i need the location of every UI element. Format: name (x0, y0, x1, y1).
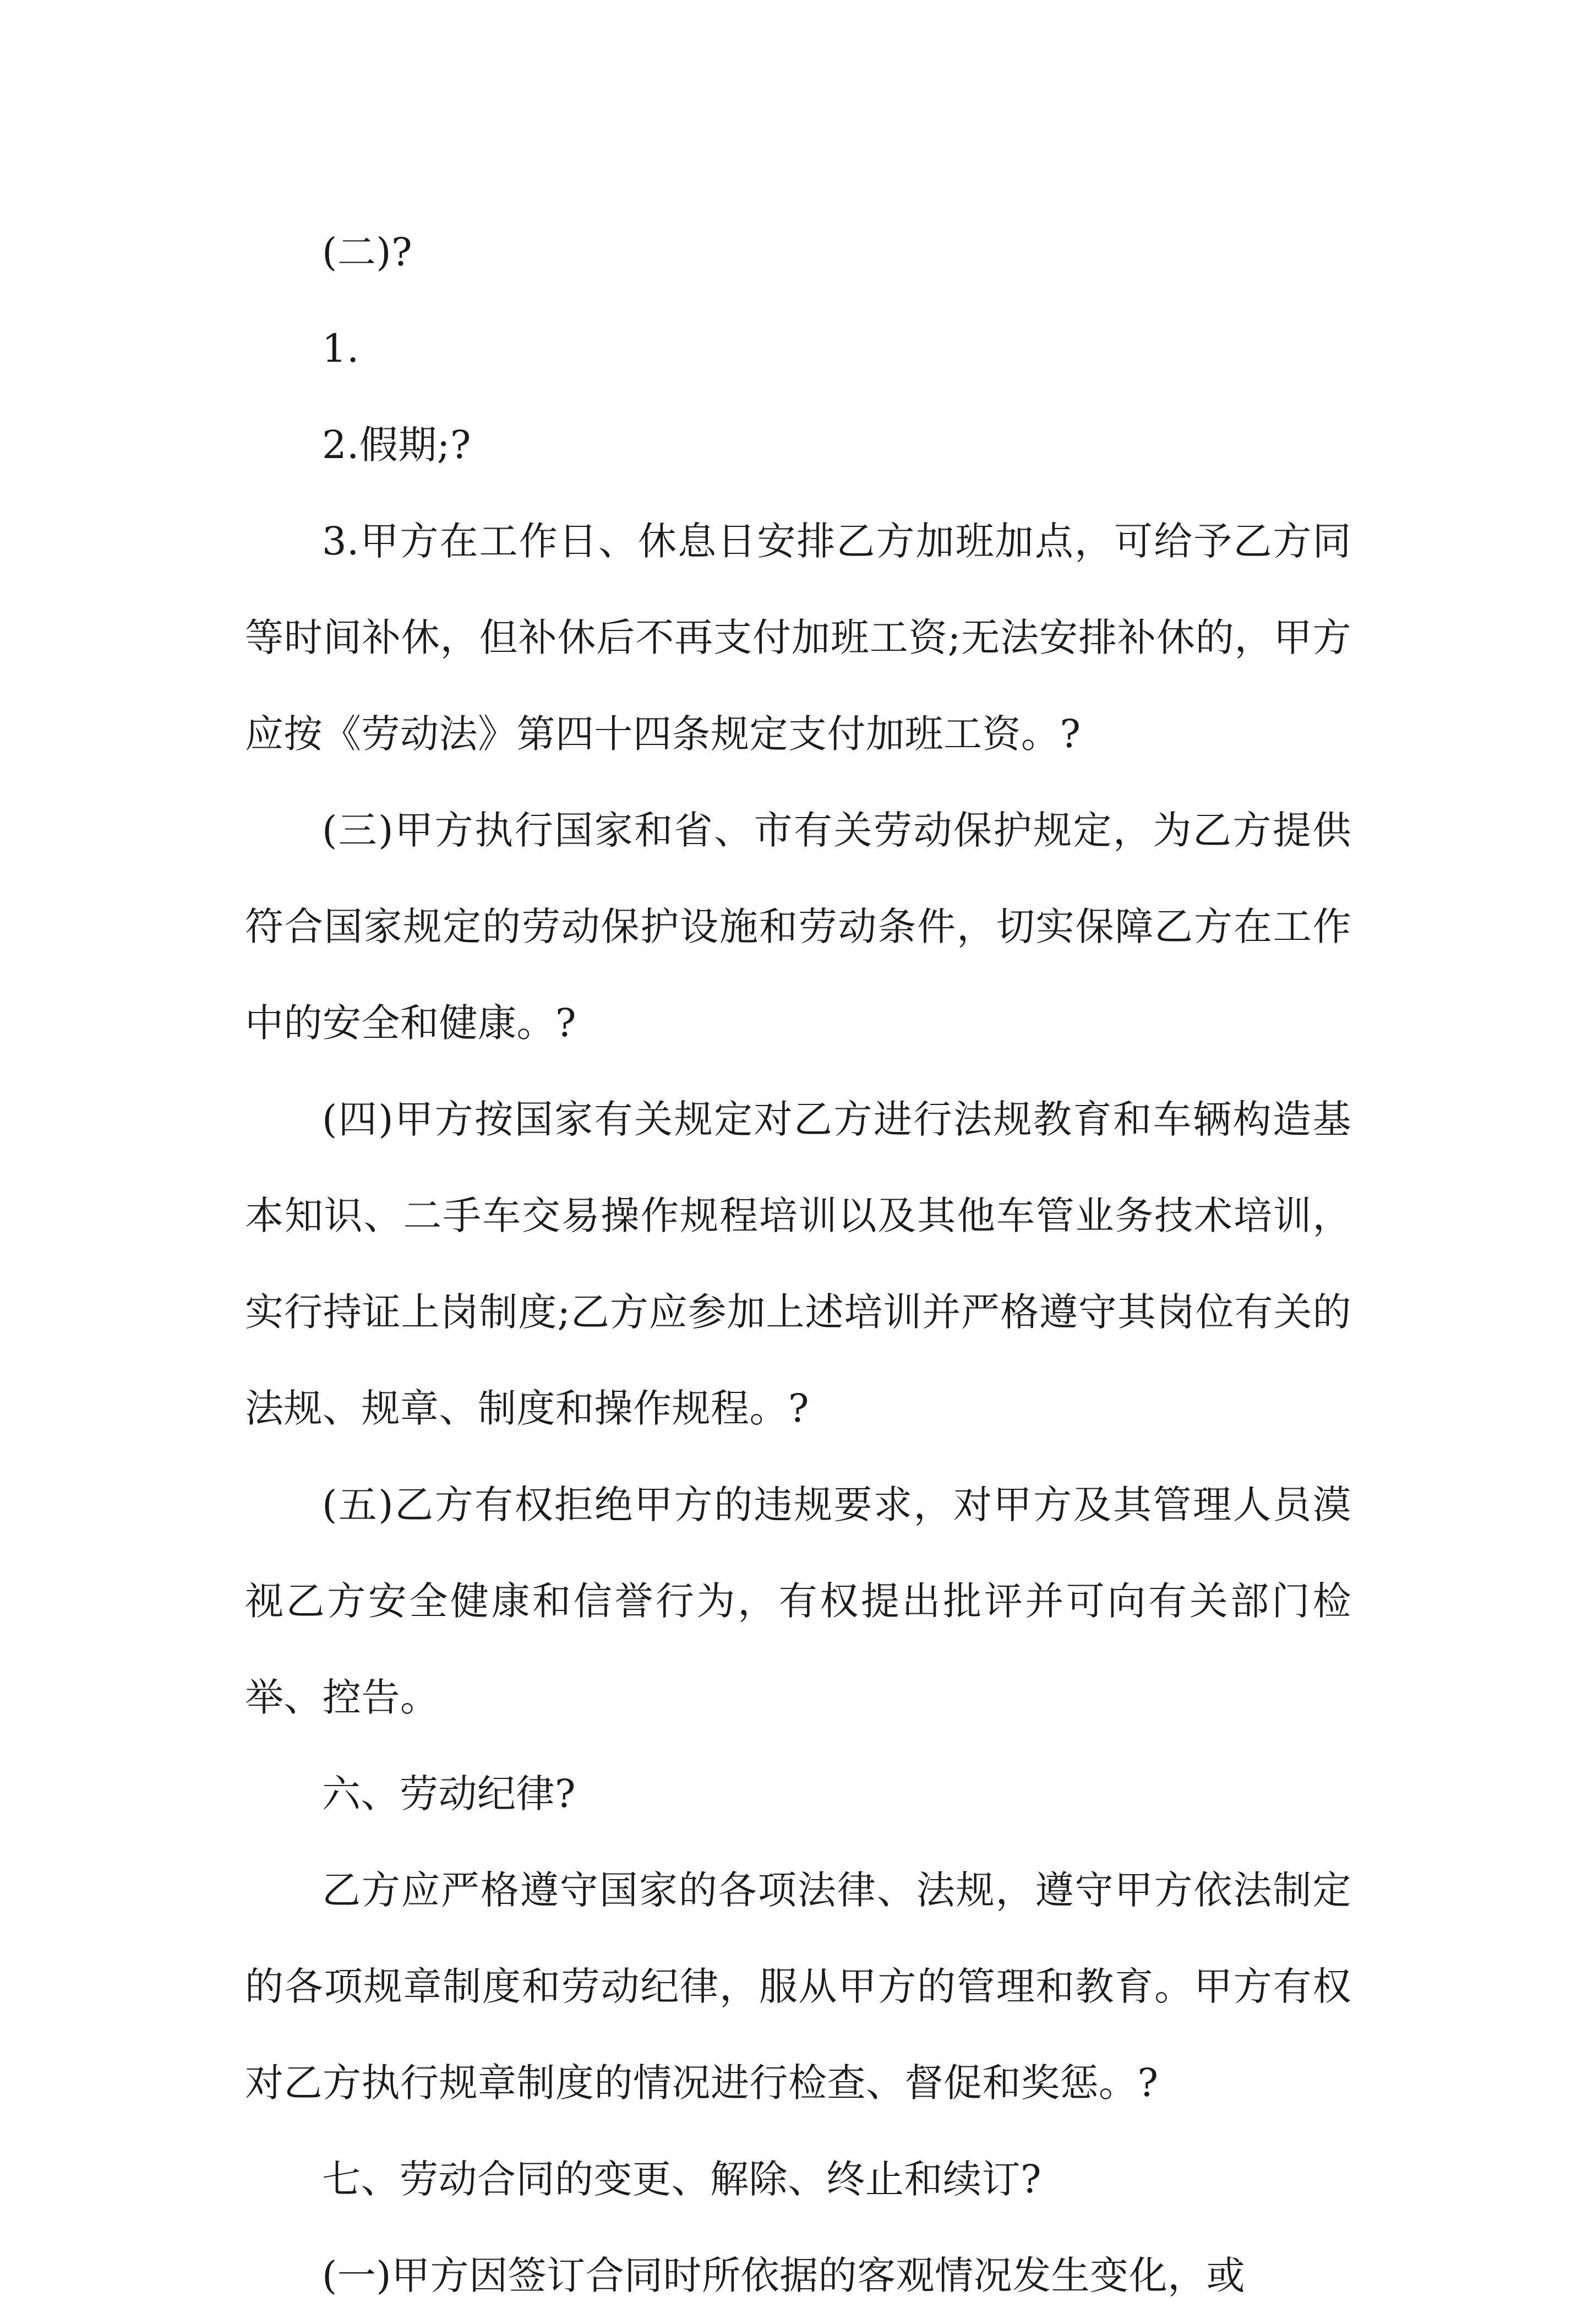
paragraph-item-3: 3.甲方在工作日、休息日安排乙方加班加点，可给予乙方同等时间补休，但补休后不再支付加班工资;无法安排补休的，甲方应按《劳动法》第四十四条规定支付加班工资。? (245, 519, 1351, 756)
paragraph-section-2-heading: (二)? (322, 230, 413, 275)
paragraph-item-1: 1. (322, 326, 359, 371)
document-body (245, 204, 1351, 2324)
heading-labor-discipline: 六、劳动纪律? (322, 1771, 576, 1816)
paragraph-section-4: (四)甲方按国家有关规定对乙方进行法规教育和车辆构造基本知识、二手车交易操作规程培训以及其他车管业务技术培训，实行持证上岗制度;乙方应参加上述培训并严格遵守其岗位有关的法规、规章、制度和操作规程。? (245, 1097, 1351, 1431)
paragraph-item-2: 2.假期;? (322, 422, 471, 467)
paragraph-section-5: (五)乙方有权拒绝甲方的违规要求，对甲方及其管理人员漠视乙方安全健康和信誉行为，有权提出批评并可向有关部门检举、控告。 (245, 1482, 1351, 1720)
paragraph-section-3: (三)甲方执行国家和省、市有关劳动保护规定，为乙方提供符合国家规定的劳动保护设施和劳动条件，切实保障乙方在工作中的安全和健康。? (245, 808, 1351, 1046)
heading-contract-changes: 七、劳动合同的变更、解除、终止和续订? (322, 2157, 1042, 2202)
paragraph-labor-discipline: 乙方应严格遵守国家的各项法律、法规，遵守甲方依法制定的各项规章制度和劳动纪律，服从甲方的管理和教育。甲方有权对乙方执行规章制度的情况进行检查、督促和奖惩。? (245, 1868, 1351, 2105)
paragraph-contract-changes-1: (一)甲方因签订合同时所依据的客观情况发生变化，或 (322, 2253, 1246, 2298)
